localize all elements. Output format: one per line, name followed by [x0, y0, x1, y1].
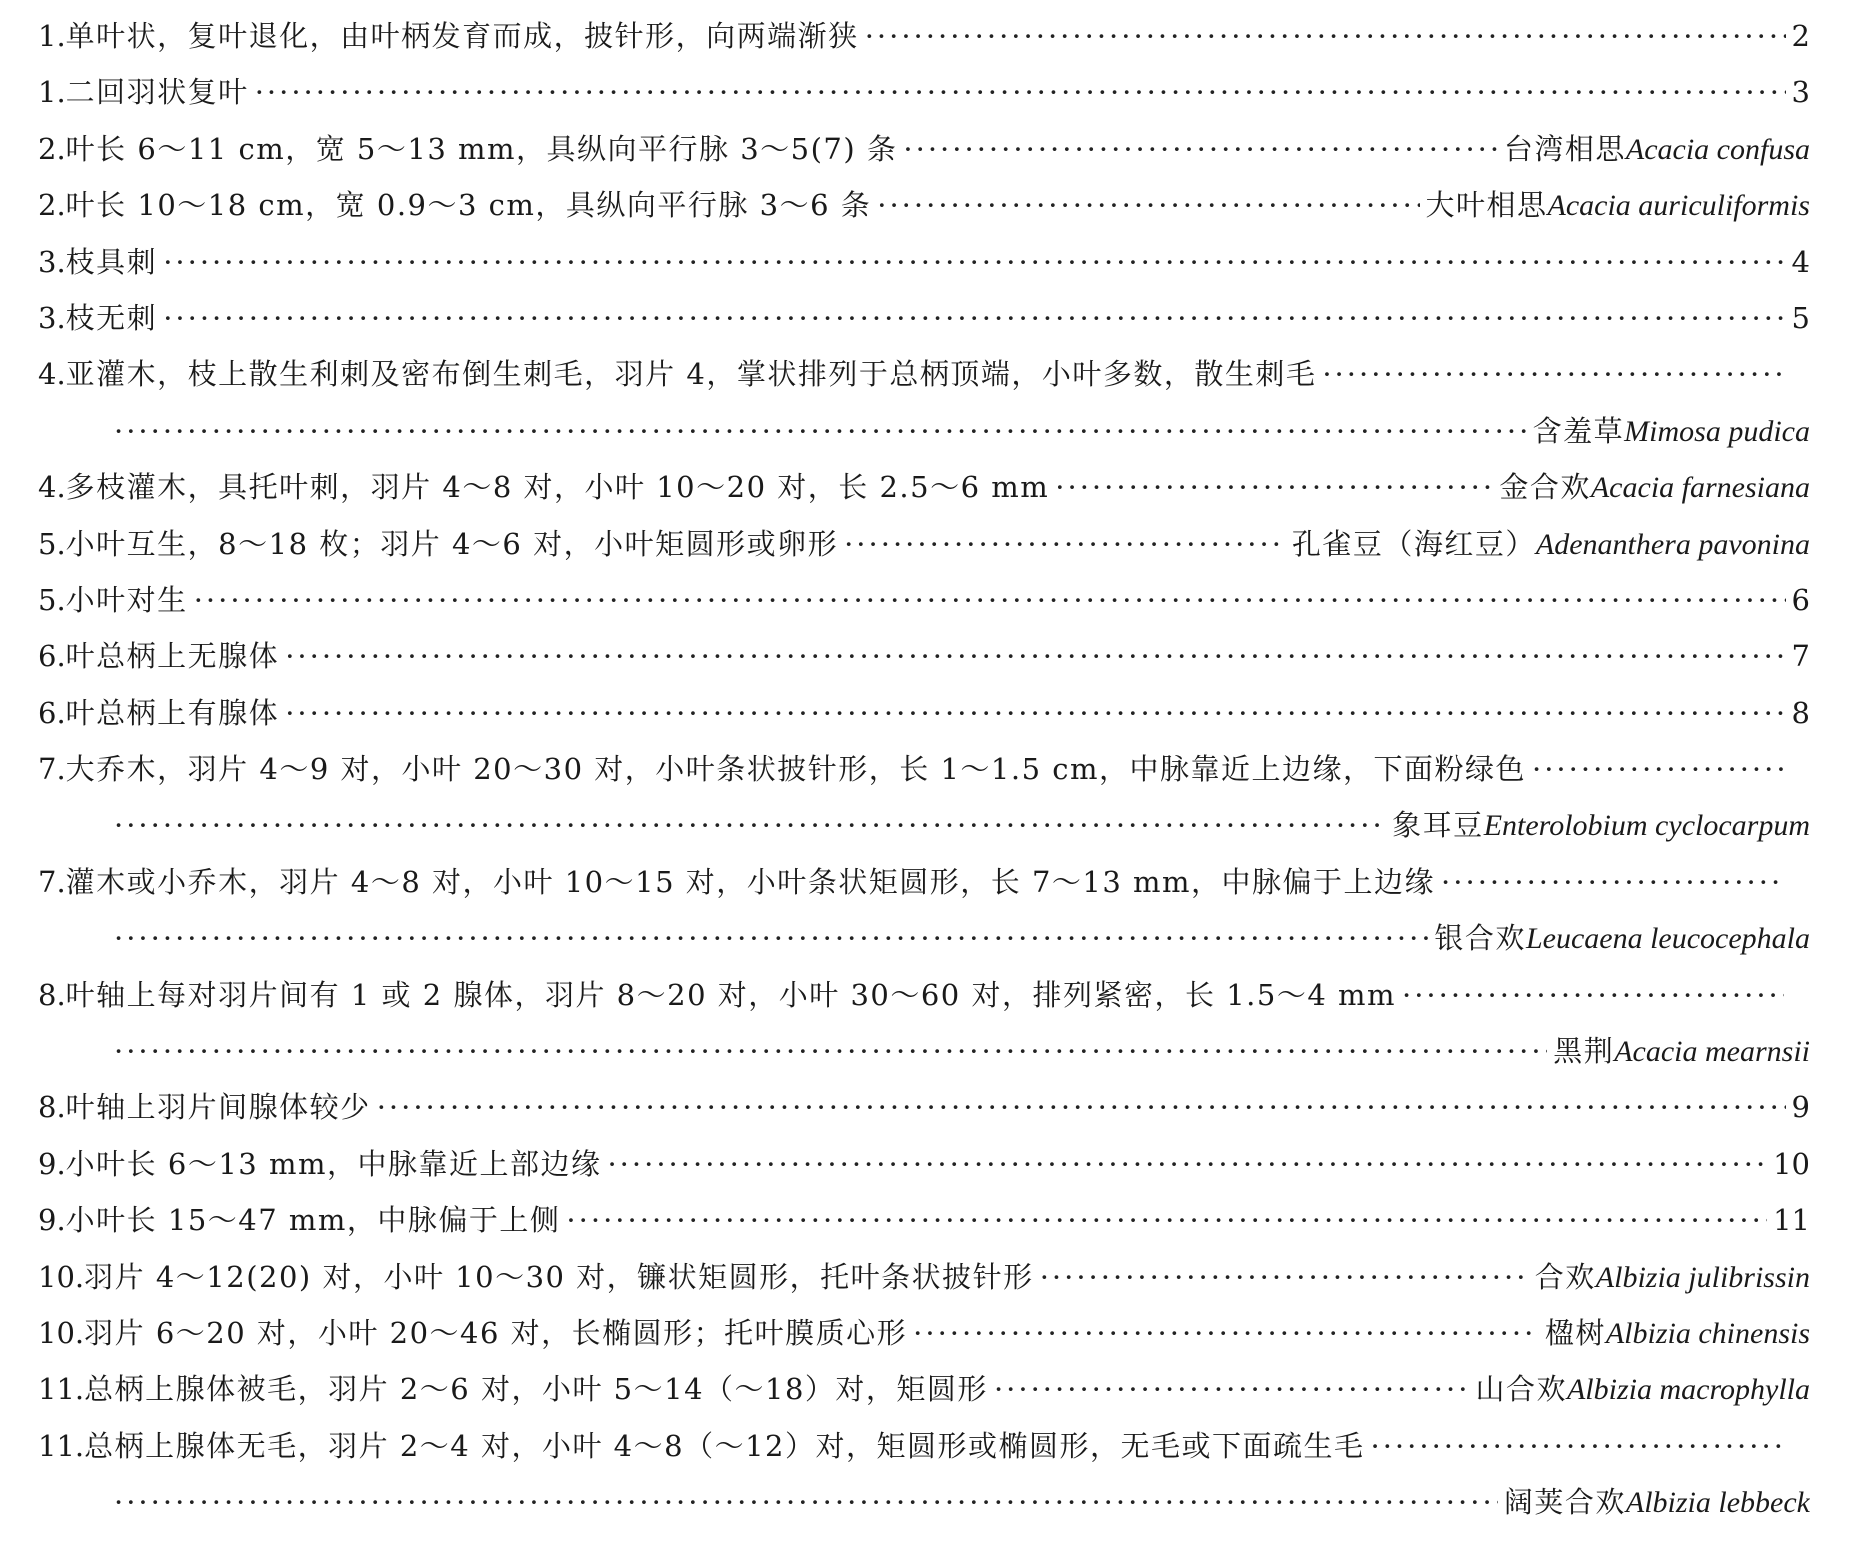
dot-leader	[844, 516, 1286, 572]
dot-leader	[877, 177, 1419, 233]
species-latin-name: Enterolobium cyclocarpum	[1483, 809, 1810, 843]
couplet-description: 二回羽状复叶	[65, 75, 249, 110]
couplet-description: 叶长 10～18 cm，宽 0.9～3 cm，具纵向平行脉 3～6 条	[65, 188, 872, 223]
species-latin-name: Adenanthera pavonina	[1535, 527, 1810, 561]
key-entry	[38, 1305, 1810, 1361]
couplet-number: 1.	[38, 75, 66, 110]
species-chinese-name: 黑荆	[1553, 1034, 1615, 1069]
species-latin-name: Mimosa pudica	[1624, 414, 1810, 448]
couplet-number: 7.	[38, 752, 66, 787]
species-chinese-name: 合欢	[1534, 1259, 1596, 1294]
species-name	[1499, 459, 1810, 515]
dot-leader	[903, 121, 1497, 177]
couplet-description: 枝无刺	[65, 300, 158, 335]
dot-leader	[114, 910, 1428, 966]
couplet-description: 叶总柄上无腺体	[65, 639, 280, 674]
couplet-number: 3.	[38, 300, 66, 335]
couplet-description: 小叶互生，8～18 枚；羽片 4～6 对，小叶矩圆形或卵形	[65, 526, 839, 561]
species-latin-name: Acacia farnesiana	[1590, 471, 1810, 505]
key-entry	[38, 1418, 1810, 1474]
key-entry	[38, 1361, 1810, 1417]
couplet-description: 小叶长 15～47 mm，中脉偏于上侧	[65, 1203, 561, 1238]
identification-key	[38, 8, 1810, 1531]
couplet-number: 4.	[38, 357, 66, 392]
dot-leader	[285, 685, 1785, 741]
species-name	[1535, 1249, 1810, 1305]
key-entry-continuation	[38, 910, 1810, 966]
key-entry	[38, 234, 1810, 290]
species-chinese-name: 楹树	[1544, 1315, 1606, 1350]
couplet-description: 羽片 4～12(20) 对，小叶 10～30 对，镰状矩圆形，托叶条状披针形	[84, 1259, 1034, 1294]
dot-leader	[194, 572, 1786, 628]
species-chinese-name: 孔雀豆（海红豆）	[1291, 526, 1536, 561]
couplet-number: 11.	[38, 1372, 85, 1407]
key-entry	[38, 346, 1810, 402]
dot-leader	[607, 1136, 1767, 1192]
species-name	[1392, 797, 1810, 853]
couplet-number: 2.	[38, 131, 66, 166]
species-chinese-name: 山合欢	[1475, 1372, 1567, 1407]
couplet-number: 3.	[38, 244, 66, 279]
key-entry	[38, 8, 1810, 64]
key-entry	[38, 516, 1810, 572]
couplet-number: 5.	[38, 526, 66, 561]
couplet-number: 10.	[38, 1315, 85, 1350]
couplet-number: 2.	[38, 188, 66, 223]
couplet-number: 8.	[38, 977, 66, 1012]
couplet-number: 6.	[38, 639, 66, 674]
dot-leader	[913, 1305, 1539, 1361]
key-entry	[38, 1079, 1810, 1135]
dot-leader	[114, 1023, 1547, 1079]
dot-leader	[114, 1474, 1498, 1530]
species-name	[1553, 1023, 1810, 1079]
couplet-number: 10.	[38, 1259, 85, 1294]
species-chinese-name: 银合欢	[1434, 921, 1526, 956]
species-name	[1434, 910, 1810, 966]
species-latin-name: Acacia mearnsii	[1614, 1035, 1810, 1069]
couplet-description: 总柄上腺体被毛，羽片 2～6 对，小叶 5～14（～18）对，矩圆形	[84, 1372, 988, 1407]
species-name	[1475, 1361, 1810, 1417]
key-entry	[38, 1249, 1810, 1305]
species-chinese-name: 台湾相思	[1503, 131, 1626, 166]
couplet-description: 亚灌木，枝上散生利刺及密布倒生刺毛，羽片 4，掌状排列于总柄顶端，小叶多数，散生刺毛	[65, 357, 1317, 392]
dot-leader	[566, 1192, 1767, 1248]
couplet-number: 9.	[38, 1203, 66, 1238]
couplet-number: 7.	[38, 864, 66, 899]
dot-leader	[1322, 346, 1784, 402]
dot-leader	[1371, 1418, 1785, 1474]
couplet-description: 枝具刺	[65, 244, 158, 279]
key-entry	[38, 741, 1810, 797]
species-latin-name: Albizia macrophylla	[1566, 1373, 1810, 1407]
species-latin-name: Albizia julibrissin	[1595, 1260, 1810, 1294]
dot-leader	[114, 797, 1386, 853]
couplet-description: 总柄上腺体无毛，羽片 2～4 对，小叶 4～8（～12）对，矩圆形或椭圆形，无毛或下面疏生毛	[84, 1428, 1365, 1463]
species-name	[1504, 1474, 1810, 1530]
key-entry	[38, 290, 1810, 346]
dot-leader	[1441, 854, 1784, 910]
key-entry	[38, 967, 1810, 1023]
couplet-number: 5.	[38, 582, 66, 617]
key-entry	[38, 121, 1810, 177]
goto-number: 3	[1791, 75, 1810, 110]
species-chinese-name: 金合欢	[1499, 470, 1591, 505]
couplet-description: 多枝灌木，具托叶刺，羽片 4～8 对，小叶 10～20 对，长 2.5～6 mm	[65, 470, 1050, 505]
couplet-number: 9.	[38, 1146, 66, 1181]
dot-leader	[114, 403, 1527, 459]
dot-leader	[285, 628, 1785, 684]
species-chinese-name: 阔荚合欢	[1503, 1485, 1626, 1520]
couplet-number: 11.	[38, 1428, 85, 1463]
dot-leader	[1040, 1249, 1529, 1305]
couplet-description: 灌木或小乔木，羽片 4～8 对，小叶 10～15 对，小叶条状矩圆形，长 7～13 mm，中脉偏于上边缘	[65, 864, 1436, 899]
couplet-number: 6.	[38, 695, 66, 730]
species-chinese-name: 大叶相思	[1425, 188, 1548, 223]
dot-leader	[163, 234, 1785, 290]
key-entry	[38, 628, 1810, 684]
key-entry	[38, 64, 1810, 120]
key-entry	[38, 1192, 1810, 1248]
couplet-description: 小叶对生	[65, 582, 188, 617]
dot-leader	[163, 290, 1785, 346]
couplet-description: 叶轴上羽片间腺体较少	[65, 1090, 371, 1125]
species-name	[1426, 177, 1811, 233]
couplet-description: 叶轴上每对羽片间有 1 或 2 腺体，羽片 8～20 对，小叶 30～60 对，排列紧密，长 1.5～4 mm	[65, 977, 1396, 1012]
key-entry	[38, 1136, 1810, 1192]
key-entry	[38, 854, 1810, 910]
key-entry-continuation	[38, 403, 1810, 459]
species-chinese-name: 含羞草	[1532, 413, 1625, 448]
species-latin-name: Albizia lebbeck	[1625, 1486, 1810, 1520]
species-latin-name: Albizia chinensis	[1605, 1316, 1810, 1350]
couplet-description: 单叶状，复叶退化，由叶柄发育而成，披针形，向两端渐狭	[65, 19, 859, 53]
goto-number: 4	[1791, 244, 1810, 279]
couplet-description: 小叶长 6～13 mm，中脉靠近上部边缘	[65, 1146, 602, 1181]
couplet-description: 叶总柄上有腺体	[65, 695, 280, 730]
species-latin-name: Acacia confusa	[1625, 132, 1810, 166]
key-entry-continuation	[38, 797, 1810, 853]
species-name	[1545, 1305, 1810, 1361]
couplet-description: 大乔木，羽片 4～9 对，小叶 20～30 对，小叶条状披针形，长 1～1.5 cm，中脉靠近上边缘，下面粉绿色	[65, 752, 1526, 787]
dot-leader	[1402, 967, 1784, 1023]
couplet-description: 羽片 6～20 对，小叶 20～46 对，长椭圆形；托叶膜质心形	[84, 1315, 908, 1350]
dot-leader	[377, 1079, 1786, 1135]
dot-leader	[994, 1361, 1470, 1417]
goto-number: 11	[1773, 1203, 1810, 1238]
species-latin-name: Leucaena leucocephala	[1525, 922, 1810, 956]
key-entry	[38, 459, 1810, 515]
key-entry-continuation	[38, 1023, 1810, 1079]
dot-leader	[1532, 741, 1784, 797]
goto-number: 7	[1791, 639, 1810, 674]
key-entry-continuation	[38, 1474, 1810, 1530]
goto-number: 6	[1791, 582, 1810, 617]
couplet-number: 4.	[38, 470, 66, 505]
couplet-number: 1.	[38, 19, 66, 53]
species-chinese-name: 象耳豆	[1392, 808, 1484, 843]
couplet-number: 8.	[38, 1090, 66, 1125]
goto-number: 2	[1791, 19, 1810, 53]
key-entry	[38, 572, 1810, 628]
dot-leader	[865, 8, 1786, 64]
dot-leader	[1055, 459, 1493, 515]
goto-number: 9	[1791, 1090, 1810, 1125]
key-entry	[38, 685, 1810, 741]
goto-number: 10	[1773, 1146, 1810, 1181]
key-entry	[38, 177, 1810, 233]
couplet-description: 叶长 6～11 cm，宽 5～13 mm，具纵向平行脉 3～5(7) 条	[65, 131, 898, 166]
goto-number: 8	[1791, 695, 1810, 730]
species-name	[1292, 516, 1810, 572]
dot-leader	[255, 64, 1786, 120]
species-name	[1533, 403, 1810, 459]
goto-number: 5	[1791, 300, 1810, 335]
species-latin-name: Acacia auriculiformis	[1547, 189, 1810, 223]
species-name	[1504, 121, 1810, 177]
